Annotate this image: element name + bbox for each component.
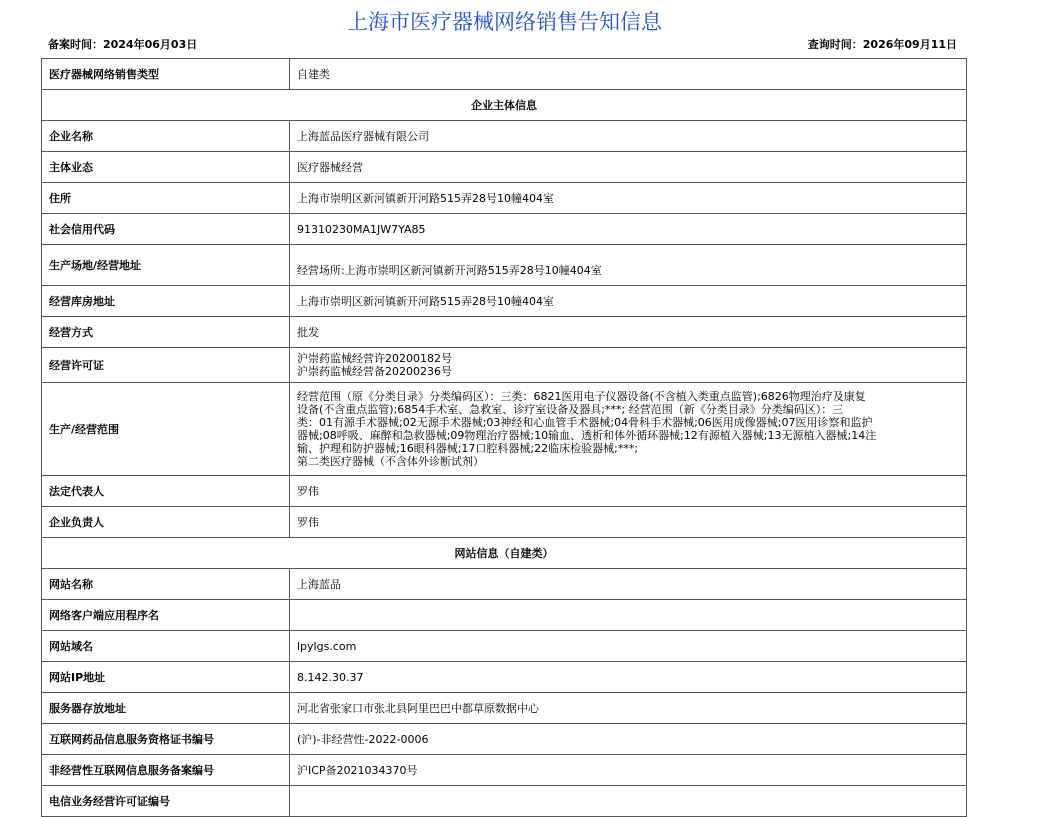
field-value bbox=[290, 383, 967, 476]
table-row bbox=[42, 245, 967, 286]
field-label: 企业名称 bbox=[42, 121, 290, 152]
field-value bbox=[290, 786, 967, 817]
field-label: 住所 bbox=[42, 183, 290, 214]
field-label: 网站名称 bbox=[42, 569, 290, 600]
field-value: 91310230MA1JW7YA85 bbox=[290, 214, 967, 245]
field-value: 医疗器械经营 bbox=[290, 152, 967, 183]
table-row bbox=[42, 214, 967, 245]
filing-date-value: 2024年06月03日 bbox=[103, 38, 198, 51]
table-row bbox=[42, 755, 967, 786]
section-title-enterprise: 企业主体信息 bbox=[42, 90, 967, 121]
scope-line: 输、护理和防护器械;16眼科器械;17口腔科器械;22临床检验器械;***; bbox=[297, 442, 639, 455]
field-value bbox=[290, 348, 967, 383]
filing-date bbox=[48, 36, 197, 52]
field-value: lpylgs.com bbox=[290, 631, 967, 662]
field-label: 互联网药品信息服务资格证书编号 bbox=[42, 724, 290, 755]
field-label: 生产/经营范围 bbox=[42, 383, 290, 476]
field-value: 8.142.30.37 bbox=[290, 662, 967, 693]
page-title: 上海市医疗器械网络销售告知信息 bbox=[347, 10, 662, 34]
field-label: 电信业务经营许可证编号 bbox=[42, 786, 290, 817]
section-row bbox=[42, 90, 967, 121]
field-value: 罗伟 bbox=[290, 507, 967, 538]
query-date-value: 2026年09月11日 bbox=[862, 38, 957, 51]
field-label: 服务器存放地址 bbox=[42, 693, 290, 724]
filing-date-label: 备案时间： bbox=[48, 38, 103, 51]
field-label: 网站IP地址 bbox=[42, 662, 290, 693]
field-value: 自建类 bbox=[290, 59, 967, 90]
field-label: 医疗器械网络销售类型 bbox=[42, 59, 290, 90]
table-row bbox=[42, 631, 967, 662]
field-value: 上海蓝品 bbox=[290, 569, 967, 600]
license-line: 沪崇药监械经营许20200182号 bbox=[297, 352, 452, 365]
field-label: 网络客户端应用程序名 bbox=[42, 600, 290, 631]
field-label: 非经营性互联网信息服务备案编号 bbox=[42, 755, 290, 786]
field-value: 经营场所:上海市崇明区新河镇新开河路515弄28号10幢404室 bbox=[290, 245, 967, 286]
field-label: 主体业态 bbox=[42, 152, 290, 183]
license-line: 沪崇药监械经营备20200236号 bbox=[297, 365, 452, 378]
field-label: 经营库房地址 bbox=[42, 286, 290, 317]
table-row bbox=[42, 600, 967, 631]
table-row bbox=[42, 476, 967, 507]
table-row bbox=[42, 121, 967, 152]
field-value: 罗伟 bbox=[290, 476, 967, 507]
info-table bbox=[41, 58, 967, 817]
query-date-label: 查询时间： bbox=[807, 38, 863, 51]
field-value: (沪)-非经营性-2022-0006 bbox=[290, 724, 967, 755]
section-title-website: 网站信息（自建类） bbox=[42, 538, 967, 569]
scope-line: 经营范围（原《分类目录》分类编码区）：三类：6821医用电子仪器设备(不含植入类重点监管);6826物理治疗及康复 bbox=[297, 390, 866, 403]
scope-line: 器械;08呼吸、麻醉和急救器械;09物理治疗器械;10输血、透析和体外循环器械;12有源植入器械;13无源植入器械;14注 bbox=[297, 429, 877, 442]
table-row bbox=[42, 183, 967, 214]
field-label: 企业负责人 bbox=[42, 507, 290, 538]
table-row bbox=[42, 569, 967, 600]
field-value: 沪ICP备2021034370号 bbox=[290, 755, 967, 786]
scope-line: 类：01有源手术器械;02无源手术器械;03神经和心血管手术器械;04骨科手术器械;06医用成像器械;07医用诊察和监护 bbox=[297, 416, 873, 429]
field-label: 网站域名 bbox=[42, 631, 290, 662]
field-value bbox=[290, 600, 967, 631]
field-label: 生产场地/经营地址 bbox=[42, 245, 290, 286]
table-row bbox=[42, 662, 967, 693]
table-row bbox=[42, 59, 967, 90]
field-value: 河北省张家口市张北县阿里巴巴中都草原数据中心 bbox=[290, 693, 967, 724]
field-label: 社会信用代码 bbox=[42, 214, 290, 245]
section-row bbox=[42, 538, 967, 569]
field-label: 经营方式 bbox=[42, 317, 290, 348]
table-row bbox=[42, 348, 967, 383]
scope-line: 第二类医疗器械（不含体外诊断试剂） bbox=[297, 455, 484, 468]
field-value: 上海蓝品医疗器械有限公司 bbox=[290, 121, 967, 152]
table-row bbox=[42, 507, 967, 538]
field-label: 经营许可证 bbox=[42, 348, 290, 383]
query-date bbox=[808, 36, 957, 52]
field-value: 上海市崇明区新河镇新开河路515弄28号10幢404室 bbox=[290, 183, 967, 214]
table-row bbox=[42, 317, 967, 348]
scope-line: 设备(不含重点监管);6854手术室、急救室、诊疗室设备及器具;***; 经营范围（新《分类目录》分类编码区）：三 bbox=[297, 403, 844, 416]
table-row bbox=[42, 383, 967, 476]
table-row bbox=[42, 786, 967, 817]
field-value: 上海市崇明区新河镇新开河路515弄28号10幢404室 bbox=[290, 286, 967, 317]
table-row bbox=[42, 724, 967, 755]
table-row bbox=[42, 693, 967, 724]
table-row bbox=[42, 152, 967, 183]
field-value: 批发 bbox=[290, 317, 967, 348]
table-row bbox=[42, 286, 967, 317]
field-label: 法定代表人 bbox=[42, 476, 290, 507]
